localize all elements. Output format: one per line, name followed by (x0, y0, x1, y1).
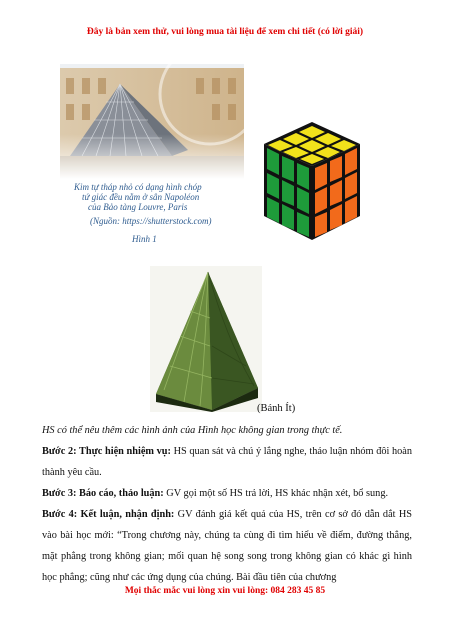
paragraph-step-3 (42, 483, 412, 504)
rubiks-cube-picture (262, 120, 362, 242)
rubiks-cube-image (262, 120, 362, 242)
preview-notice-header: Đây là bản xem thử, vui lòng mua tài liệu để xem chi tiết (có lời giải) (86, 27, 364, 37)
louvre-pyramid-figure (60, 64, 244, 249)
paragraph-intro: HS có thể nêu thêm các hình ảnh của Hình học không gian trong thực tế. (42, 425, 343, 436)
step-2-text: HS quan sát và chú ý lắng nghe, thảo luận nhóm đôi hoàn thành yêu cầu. (42, 446, 413, 478)
step-4-text: GV đánh giá kết quả của HS, trên cơ sở đó dẫn dắt HS vào bài học mới: “Trong chương này, chúng ta cùng đi tìm hiểu về điểm, đường thẳng, mặt phẳng trong không gian; mối quan hệ song song trong không gian có khác gì hình học phẳng; cũng như các ứng dụng của chúng. Bài đầu tiên của chương (42, 509, 412, 583)
figure1-label: Hình 1 (132, 234, 157, 244)
lesson-body-text (42, 420, 412, 588)
paragraph-step-2 (42, 441, 412, 483)
contact-footer: Mọi thắc mắc vui lòng xin vui lòng: 084 283 45 85 (124, 586, 326, 596)
figure1-caption: Kim tự tháp nhỏ có dạng hình chóp tứ giác đều nằm ở sân Napoléon của Bảo tàng Louvre, Paris (74, 182, 202, 212)
step-3-text: GV gọi một số HS trả lời, HS khác nhận xét, bổ sung. (163, 488, 389, 499)
step-4-heading: Bước 4: Kết luận, nhận định: (42, 509, 175, 520)
paragraph-step-4 (42, 504, 412, 588)
step-2-heading: Bước 2: Thực hiện nhiệm vụ: (42, 446, 171, 457)
banh-it-picture (150, 266, 262, 412)
step-3-heading: Bước 3: Báo cáo, thảo luận: (42, 488, 164, 499)
banh-it-image (150, 266, 262, 412)
figure1-source: (Nguồn: https://shutterstock.com) (90, 216, 212, 226)
banh-it-label: (Bánh Ít) (257, 403, 296, 414)
